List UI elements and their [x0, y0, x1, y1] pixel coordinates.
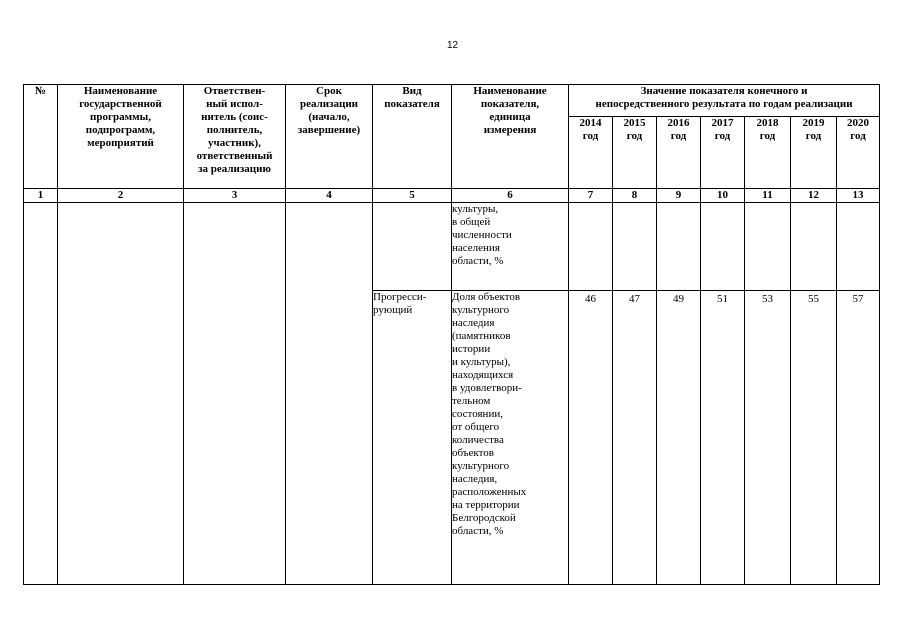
- column-number: 4: [286, 189, 373, 203]
- cell-value: 55: [791, 291, 837, 585]
- header-program-name: Наименование государственной программы, подпрограмм, мероприятий: [58, 85, 184, 189]
- cell-value: 49: [657, 291, 701, 585]
- cell-indicator-kind: Прогресси- рующий: [373, 291, 452, 585]
- header-year: 2018 год: [745, 117, 791, 189]
- column-number: 3: [184, 189, 286, 203]
- cell-term: [286, 203, 373, 585]
- header-indicator-name: Наименование показателя, единица измерения: [452, 85, 569, 189]
- header-indicator-kind: Вид показателя: [373, 85, 452, 189]
- cell-indicator-name: культуры, в общей численности населения области, %: [452, 203, 569, 291]
- header-number: №: [24, 85, 58, 189]
- column-number: 5: [373, 189, 452, 203]
- header-year: 2014 год: [569, 117, 613, 189]
- cell-program-name: [58, 203, 184, 585]
- cell-value: [745, 203, 791, 291]
- column-number: 6: [452, 189, 569, 203]
- column-number: 1: [24, 189, 58, 203]
- cell-number: [24, 203, 58, 585]
- cell-indicator-kind: [373, 203, 452, 291]
- cell-value: 53: [745, 291, 791, 585]
- column-number: 2: [58, 189, 184, 203]
- column-number: 10: [701, 189, 745, 203]
- column-number: 12: [791, 189, 837, 203]
- cell-value: [569, 203, 613, 291]
- header-year: 2019 год: [791, 117, 837, 189]
- cell-indicator-name: Доля объектов культурного наследия (памятников истории и культуры), находящихся в удовлетвори- тельном состоянии, от общего количества объектов культурного наследия, расположенных на территории Белгородской области, %: [452, 291, 569, 585]
- page-number: 12: [446, 40, 459, 51]
- column-number: 9: [657, 189, 701, 203]
- cell-value: 46: [569, 291, 613, 585]
- header-year: 2015 год: [613, 117, 657, 189]
- header-year: 2016 год: [657, 117, 701, 189]
- header-values-group: Значение показателя конечного и непосредственного результата по годам реализации: [569, 85, 880, 117]
- header-term: Срок реализации (начало, завершение): [286, 85, 373, 189]
- cell-value: 47: [613, 291, 657, 585]
- column-number: 13: [837, 189, 880, 203]
- cell-value: [701, 203, 745, 291]
- header-year: 2017 год: [701, 117, 745, 189]
- cell-value: 57: [837, 291, 880, 585]
- table-row: [24, 203, 880, 291]
- column-numbers-row: [24, 189, 880, 203]
- cell-value: [657, 203, 701, 291]
- header-year: 2020 год: [837, 117, 880, 189]
- indicators-table: [23, 84, 880, 585]
- column-number: 8: [613, 189, 657, 203]
- cell-executor: [184, 203, 286, 585]
- header-row-top: [24, 85, 880, 117]
- header-executor: Ответствен- ный испол- нитель (соис- полнитель, участник), ответственный за реализацию: [184, 85, 286, 189]
- cell-value: [837, 203, 880, 291]
- cell-value: [613, 203, 657, 291]
- column-number: 11: [745, 189, 791, 203]
- cell-value: [791, 203, 837, 291]
- cell-value: 51: [701, 291, 745, 585]
- column-number: 7: [569, 189, 613, 203]
